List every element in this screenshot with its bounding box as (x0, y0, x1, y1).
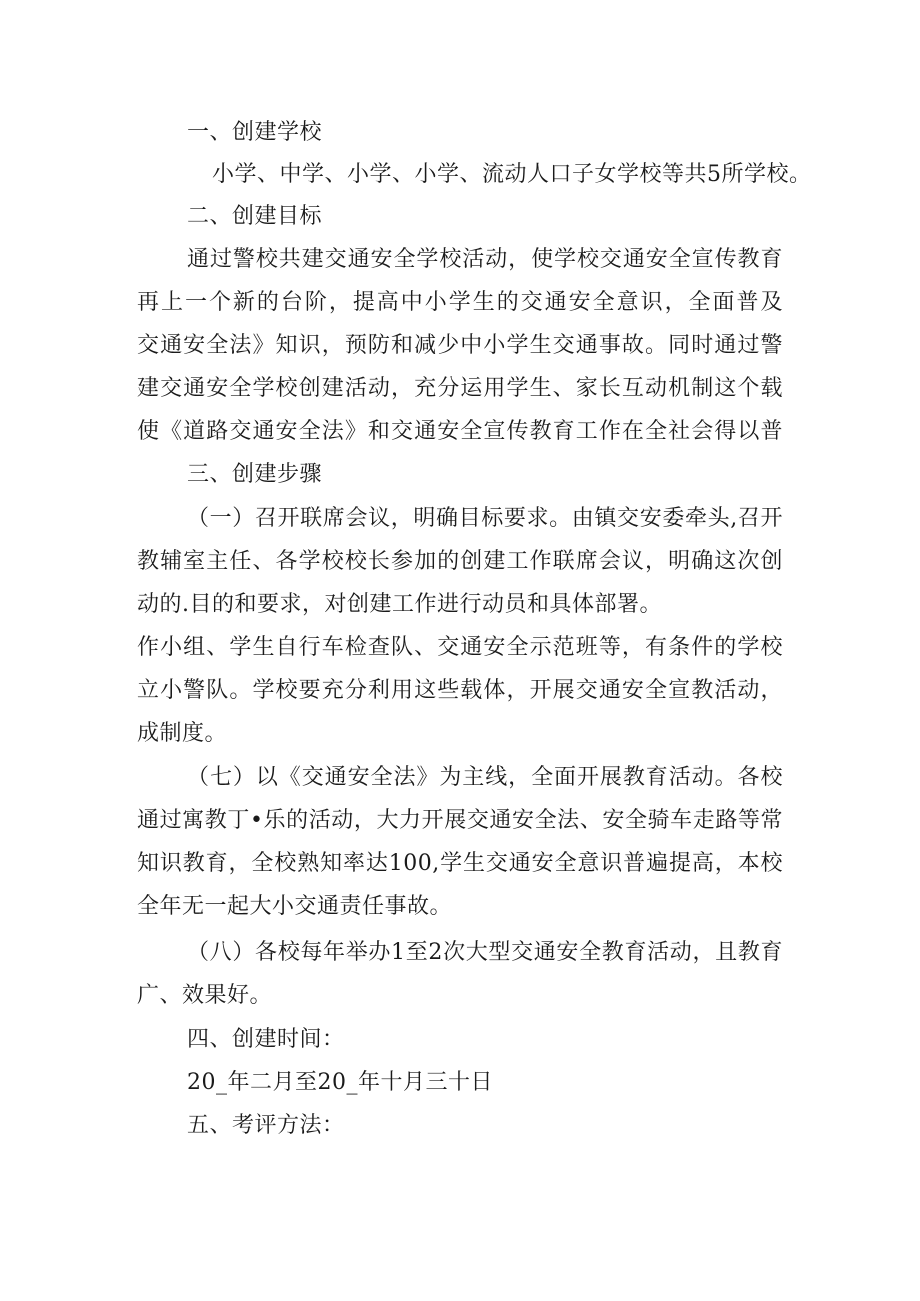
paragraph-step-seven-line: 知识教育，全校熟知率达100,学生交通安全意识普遍提高，本校 (137, 851, 783, 876)
paragraph-create-time: 20_年二月至20_年十月三十日 (187, 1070, 493, 1095)
paragraph-goals-line: 通过警校共建交通安全学校活动，使学校交通安全宣传教育 (187, 247, 783, 272)
paragraph-school-list: 小学、中学、小学、小学、流动人口子女学校等共5所学校。 (212, 162, 812, 187)
paragraph-step-eight-line: （八）各校每年举办1至2次大型交通安全教育活动，且教育 (187, 940, 783, 965)
paragraph-work-group-line: 立小警队。学校要充分利用这些载体，开展交通安全宣教活动， (137, 678, 783, 703)
heading-create-schools: 一、创建学校 (187, 120, 323, 145)
paragraph-step-one-line: 教辅室主任、各学校校长参加的创建工作联席会议，明确这次创 (137, 549, 783, 574)
heading-create-time: 四、创建时间： (187, 1027, 345, 1052)
paragraph-work-group-line: 成制度。 (137, 721, 228, 746)
heading-evaluation-method: 五、考评方法： (187, 1113, 345, 1138)
paragraph-goals-line: 建交通安全学校创建活动，充分运用学生、家长互动机制这个载 (137, 376, 783, 401)
heading-create-goals: 二、创建目标 (187, 204, 323, 229)
paragraph-goals-line: 使《道路交通安全法》和交通安全宣传教育工作在全社会得以普 (137, 419, 783, 444)
paragraph-goals-line: 交通安全法》知识，预防和减少中小学生交通事故。同时通过警 (137, 333, 783, 358)
paragraph-work-group-line: 作小组、学生自行车检查队、交通安全示范班等，有条件的学校 (137, 635, 783, 660)
paragraph-step-seven-line: 全年无一起大小交通责任事故。 (137, 894, 453, 919)
heading-create-steps: 三、创建步骤 (187, 462, 323, 487)
paragraph-step-eight-line: 广、效果好。 (137, 983, 273, 1008)
paragraph-step-seven-line: （七）以《交通安全法》为主线，全面开展教育活动。各校 (187, 765, 783, 790)
paragraph-step-seven-line: 通过寓教丁•乐的活动，大力开展交通安全法、安全骑车走路等常 (137, 808, 783, 833)
paragraph-goals-line: 再上一个新的台阶，提高中小学生的交通安全意识，全面普及 (137, 290, 783, 315)
paragraph-step-one-line: （一）召开联席会议，明确目标要求。由镇交安委牵头,召开 (187, 506, 783, 531)
paragraph-step-one-line: 动的.目的和要求，对创建工作进行动员和具体部署。 (137, 592, 662, 617)
